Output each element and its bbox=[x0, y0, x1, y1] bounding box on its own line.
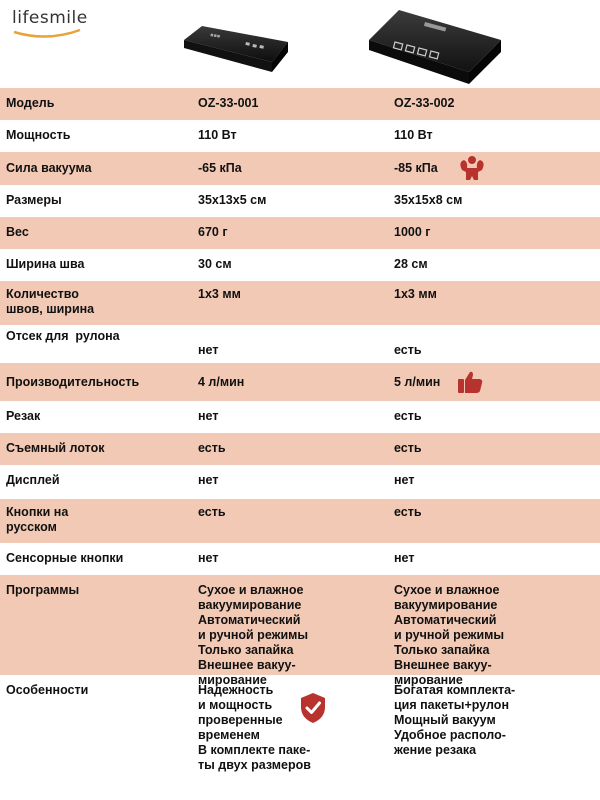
vacuum-sealer-small-image bbox=[180, 22, 290, 78]
table-row bbox=[0, 152, 600, 185]
value-oz-33-001: нет bbox=[198, 551, 219, 565]
value-oz-33-001: Надежность и мощность проверенные временем В комплекте паке- ты двух размеров bbox=[198, 683, 311, 772]
value-oz-33-002: нет bbox=[394, 473, 415, 487]
table-row bbox=[0, 465, 600, 499]
value-oz-33-001: нет bbox=[198, 473, 219, 487]
value-oz-33-001: 4 л/мин bbox=[198, 375, 245, 389]
header bbox=[0, 0, 600, 88]
row-label: Производительность bbox=[6, 375, 140, 389]
value-oz-33-001: 110 Вт bbox=[198, 128, 237, 142]
row-label: Модель bbox=[6, 96, 55, 110]
row-label: Особенности bbox=[6, 683, 89, 697]
row-label: Ширина шва bbox=[6, 257, 85, 271]
value-oz-33-002: есть bbox=[394, 505, 422, 519]
value-oz-33-001: есть bbox=[198, 441, 226, 455]
value-oz-33-001: есть bbox=[198, 505, 226, 519]
table-row bbox=[0, 325, 600, 363]
row-label: Кнопки на русском bbox=[6, 505, 69, 534]
comparison-table bbox=[0, 88, 600, 799]
svg-text:▪▪▪: ▪▪▪ bbox=[209, 32, 221, 40]
value-oz-33-002: -85 кПа bbox=[394, 161, 438, 175]
table-row bbox=[0, 499, 600, 543]
table-row bbox=[0, 675, 600, 799]
value-oz-33-001: Сухое и влажное вакуумирование Автоматический и ручной режимы Только запайка Внешнее вакуу- мирование bbox=[198, 583, 309, 687]
vacuum-sealer-large-image bbox=[365, 6, 505, 88]
value-oz-33-001: нет bbox=[198, 343, 219, 357]
value-oz-33-002: OZ-33-002 bbox=[394, 96, 455, 110]
row-label: Отсек для рулона bbox=[6, 329, 120, 343]
row-label: Съемный лоток bbox=[6, 441, 105, 455]
value-oz-33-002: 1000 г bbox=[394, 225, 431, 239]
row-label: Количество швов, ширина bbox=[6, 287, 95, 316]
value-oz-33-001: 1х3 мм bbox=[198, 287, 241, 301]
table-row bbox=[0, 88, 600, 120]
row-label: Вес bbox=[6, 225, 29, 239]
value-oz-33-002: Богатая комплекта- ция пакеты+рулон Мощный вакуум Удобное располо- жение резака bbox=[394, 683, 516, 757]
value-oz-33-002: 5 л/мин bbox=[394, 375, 441, 389]
table-row bbox=[0, 401, 600, 433]
table-row bbox=[0, 575, 600, 687]
row-label: Сила вакуума bbox=[6, 161, 92, 175]
value-oz-33-001: нет bbox=[198, 409, 219, 423]
table-row bbox=[0, 185, 600, 217]
shield-check-icon bbox=[298, 691, 328, 728]
logo-swoosh-icon bbox=[12, 28, 82, 40]
value-oz-33-001: OZ-33-001 bbox=[198, 96, 259, 110]
value-oz-33-002: есть bbox=[394, 409, 422, 423]
value-oz-33-002: 1х3 мм bbox=[394, 287, 437, 301]
value-oz-33-002: есть bbox=[394, 441, 422, 455]
table-row bbox=[0, 120, 600, 152]
value-oz-33-001: 670 г bbox=[198, 225, 228, 239]
value-oz-33-002: есть bbox=[394, 343, 422, 357]
table-row bbox=[0, 433, 600, 465]
value-oz-33-002: нет bbox=[394, 551, 415, 565]
row-label: Программы bbox=[6, 583, 80, 597]
table-row bbox=[0, 249, 600, 281]
row-label: Дисплей bbox=[6, 473, 60, 487]
brand-logo: lifesmile bbox=[12, 8, 88, 28]
table-row bbox=[0, 217, 600, 249]
row-label: Сенсорные кнопки bbox=[6, 551, 124, 565]
value-oz-33-001: -65 кПа bbox=[198, 161, 242, 175]
value-oz-33-001: 30 см bbox=[198, 257, 232, 271]
value-oz-33-002: 35x15x8 см bbox=[394, 193, 463, 207]
table-row bbox=[0, 543, 600, 575]
table-row bbox=[0, 281, 600, 325]
thumbs-up-icon bbox=[456, 369, 484, 398]
table-row bbox=[0, 363, 600, 401]
strongman-icon bbox=[456, 154, 488, 187]
row-label: Резак bbox=[6, 409, 41, 423]
value-oz-33-001: 35x13x5 см bbox=[198, 193, 267, 207]
value-oz-33-002: 28 см bbox=[394, 257, 428, 271]
value-oz-33-002: 110 Вт bbox=[394, 128, 433, 142]
value-oz-33-002: Сухое и влажное вакуумирование Автоматический и ручной режимы Только запайка Внешнее вакуу- мирование bbox=[394, 583, 505, 687]
row-label: Мощность bbox=[6, 128, 71, 142]
row-label: Размеры bbox=[6, 193, 62, 207]
